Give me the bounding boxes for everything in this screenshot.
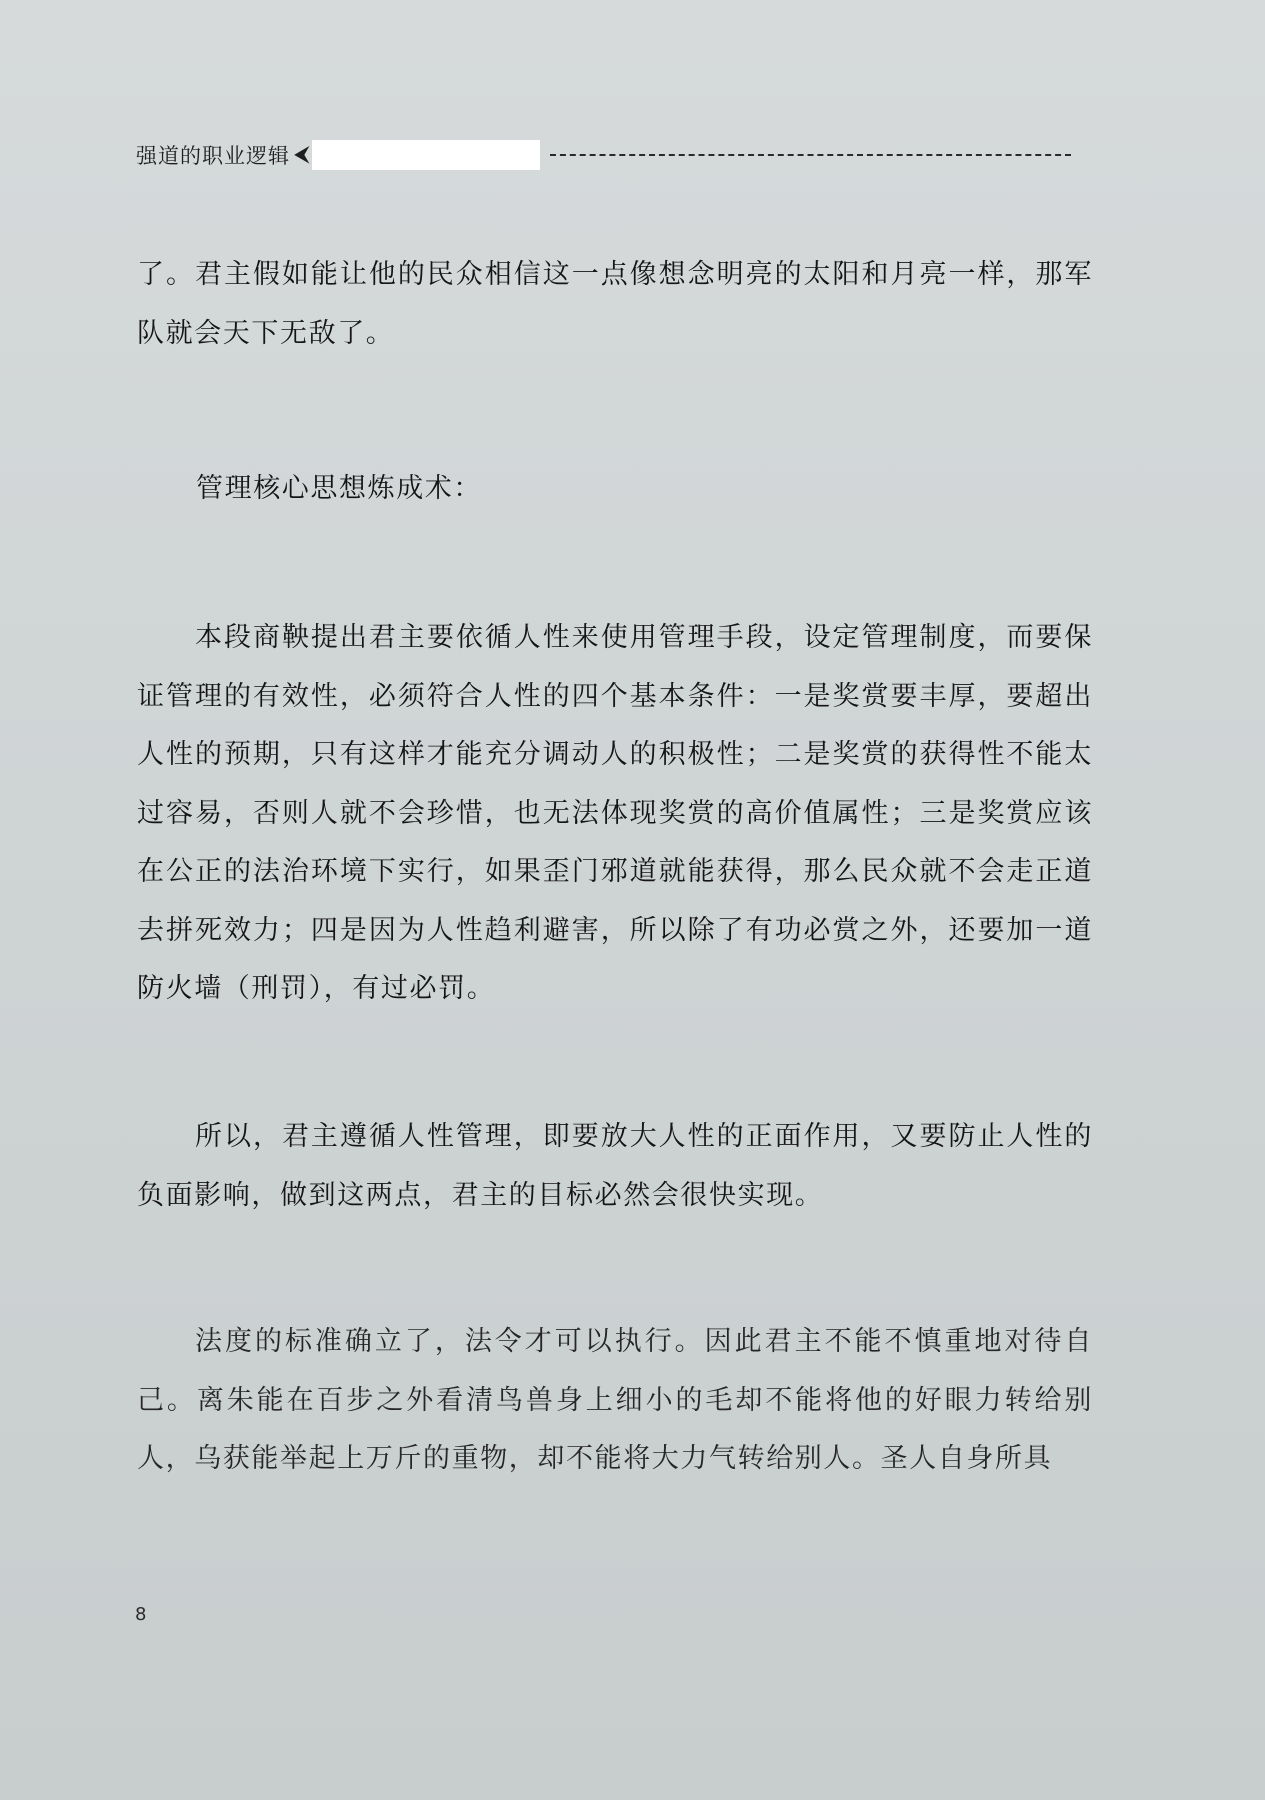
redaction-block [312, 140, 540, 170]
header-dashed-rule [550, 154, 1071, 156]
header-title: 强道的职业逻辑 [136, 144, 290, 168]
running-header [136, 138, 1071, 172]
left-arrow-icon: ⮜ [294, 142, 310, 167]
conclusion-paragraph: 所以，君主遵循人性管理，即要放大人性的正面作用，又要防止人性的负面影响，做到这两点，君主的目标必然会很快实现。 [137, 1121, 1093, 1211]
next-section-paragraph: 法度的标准确立了，法令才可以执行。因此君主不能不慎重地对待自己。离朱能在百步之外看清鸟兽身上细小的毛却不能将他的好眼力转给别人，乌获能举起上万斤的重物，却不能将大力气转给别人。圣人自身所具 [137, 1326, 1093, 1474]
analysis-paragraph: 本段商鞅提出君主要依循人性来使用管理手段，设定管理制度，而要保证管理的有效性，必须符合人性的四个基本条件：一是奖赏要丰厚，要超出人性的预期，只有这样才能充分调动人的积极性；二是奖赏的获得性不能太过容易，否则人就不会珍惜，也无法体现奖赏的高价值属性；三是奖赏应该在公正的法治环境下实行，如果歪门邪道就能获得，那么民众就不会走正道去拼死效力；四是因为人性趋利避害，所以除了有功必赏之外，还要加一道防火墙（刑罚），有过必罚。 [137, 622, 1093, 1004]
section-heading: 管理核心思想炼成术： [196, 473, 482, 504]
continuation-paragraph: 了。君主假如能让他的民众相信这一点像想念明亮的太阳和月亮一样，那军队就会天下无敌了。 [137, 259, 1093, 349]
page-number: 8 [135, 1604, 147, 1625]
